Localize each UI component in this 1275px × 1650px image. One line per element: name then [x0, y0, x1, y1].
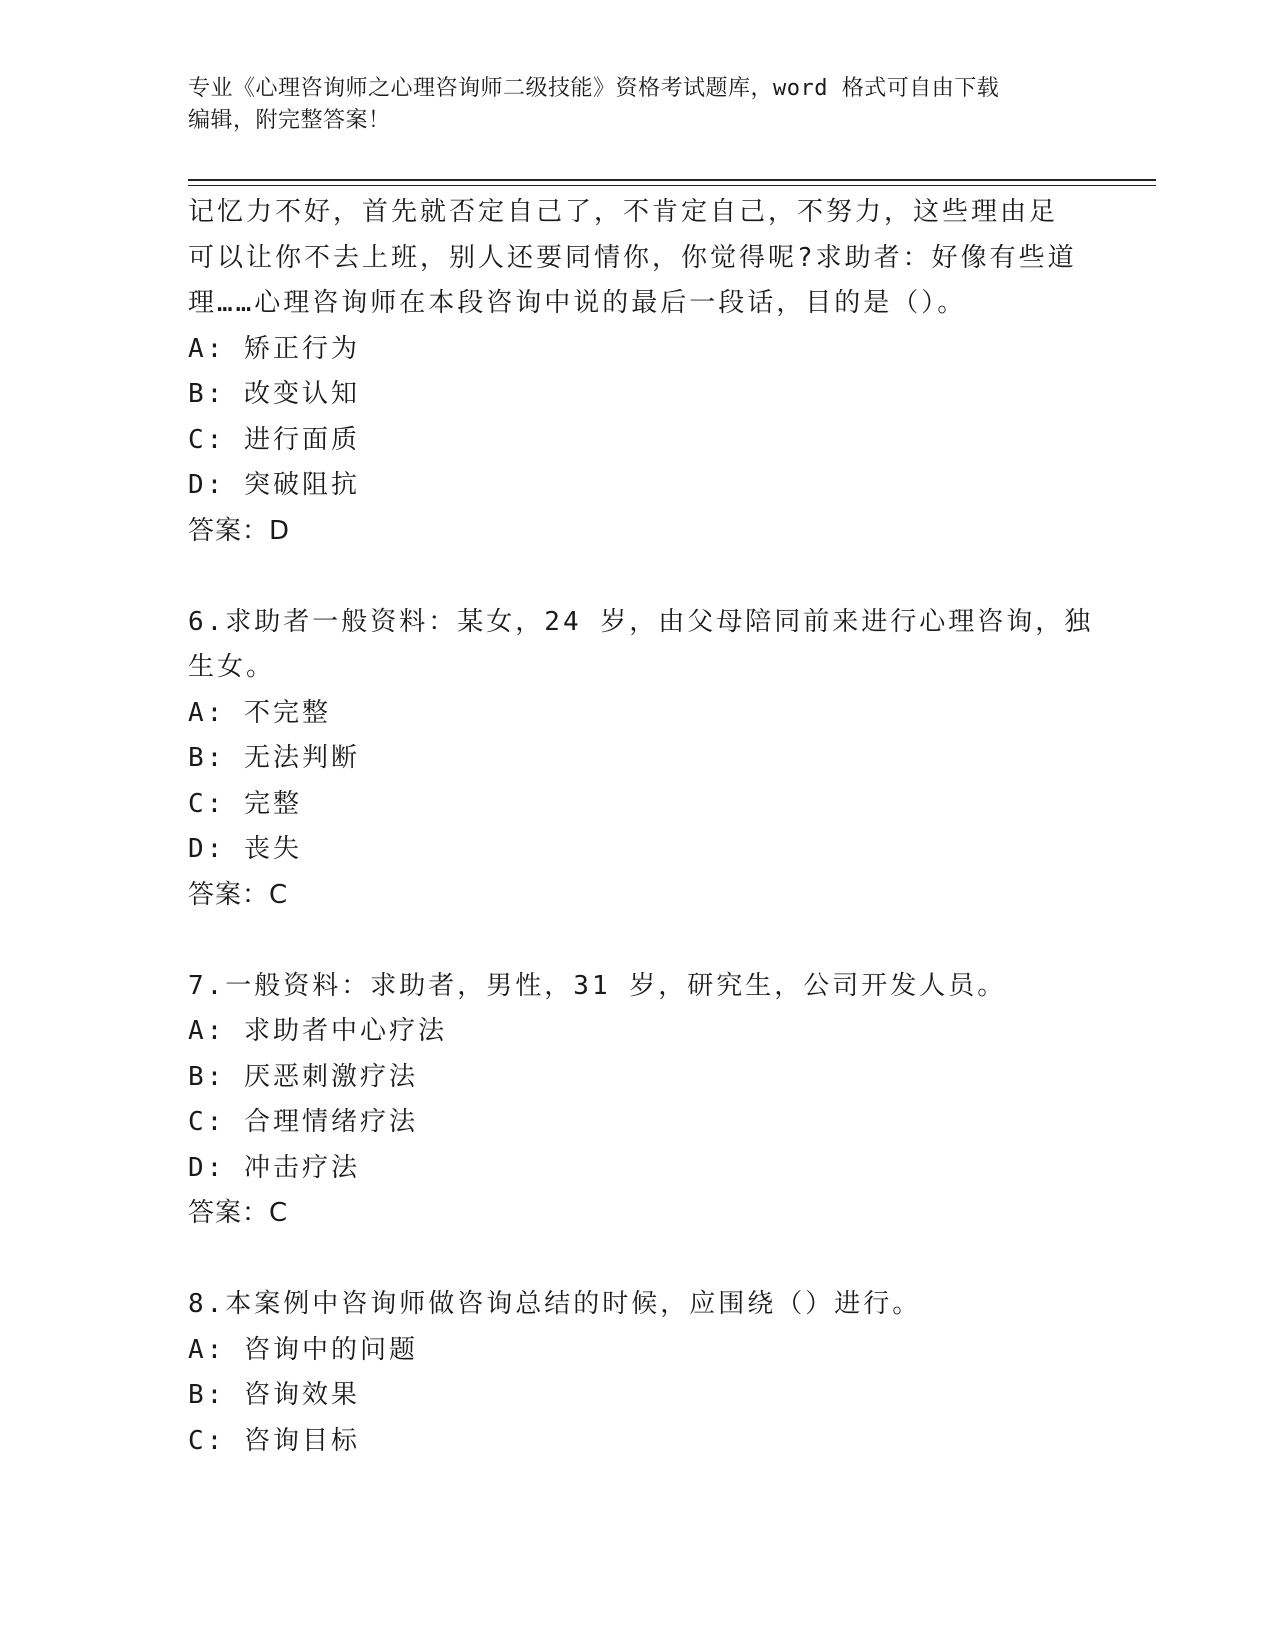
header-line-1: 专业《心理咨询师之心理咨询师二级技能》资格考试题库，word 格式可自由下载 — [188, 76, 1000, 101]
question-6 — [188, 600, 1094, 919]
header-line-2: 编辑，附完整答案！ — [188, 108, 391, 133]
option-a: A: 不完整 — [188, 697, 331, 728]
question-text-line: 7.一般资料：求助者，男性，31 岁，研究生，公司开发人员。 — [188, 970, 1007, 1001]
question-7 — [188, 964, 1088, 1237]
header-divider-thin — [188, 185, 1156, 186]
option-a: A: 求助者中心疗法 — [188, 1016, 447, 1046]
question-text-line: 可以让你不去上班，别人还要同情你，你觉得呢?求助者：好像有些道 — [188, 242, 1077, 273]
option-c: C: 合理情绪疗法 — [188, 1107, 418, 1137]
question-text-line: 生女。 — [188, 652, 276, 682]
option-b: B: 咨询效果 — [188, 1380, 360, 1410]
answer-text: 答案：C — [188, 1198, 289, 1228]
question-text-line: 记忆力不好，首先就否定自己了，不肯定自己，不努力，这些理由足 — [188, 197, 1059, 227]
question-spacer — [188, 1237, 1088, 1283]
option-b: B: 厌恶刺激疗法 — [188, 1061, 418, 1092]
option-d: D: 丧失 — [188, 834, 302, 864]
option-a: A: 咨询中的问题 — [188, 1334, 418, 1365]
option-b: B: 改变认知 — [188, 379, 360, 409]
question-spacer — [188, 918, 1088, 964]
option-c: C: 咨询目标 — [188, 1425, 360, 1456]
question-8 — [188, 1282, 1088, 1464]
header-divider-thick — [188, 179, 1156, 181]
question-text-line: 8.本案例中咨询师做咨询总结的时候，应围绕（）进行。 — [188, 1289, 922, 1319]
document-header — [188, 73, 1068, 137]
question-spacer — [188, 554, 1088, 600]
question-text-line: 6.求助者一般资料：某女，24 岁，由父母陪同前来进行心理咨询，独 — [188, 606, 1094, 637]
option-b: B: 无法判断 — [188, 743, 360, 773]
answer-text: 答案：D — [188, 515, 291, 546]
question-5 — [188, 190, 1088, 554]
question-list — [188, 190, 1094, 1464]
option-d: D: 冲击疗法 — [188, 1152, 360, 1183]
option-c: C: 完整 — [188, 788, 302, 819]
answer-text: 答案：C — [188, 879, 289, 910]
option-a: A: 矫正行为 — [188, 333, 360, 364]
question-text-line: 理……心理咨询师在本段咨询中说的最后一段话，目的是（）。 — [188, 288, 967, 318]
option-c: C: 进行面质 — [188, 424, 360, 455]
option-d: D: 突破阻抗 — [188, 470, 360, 500]
